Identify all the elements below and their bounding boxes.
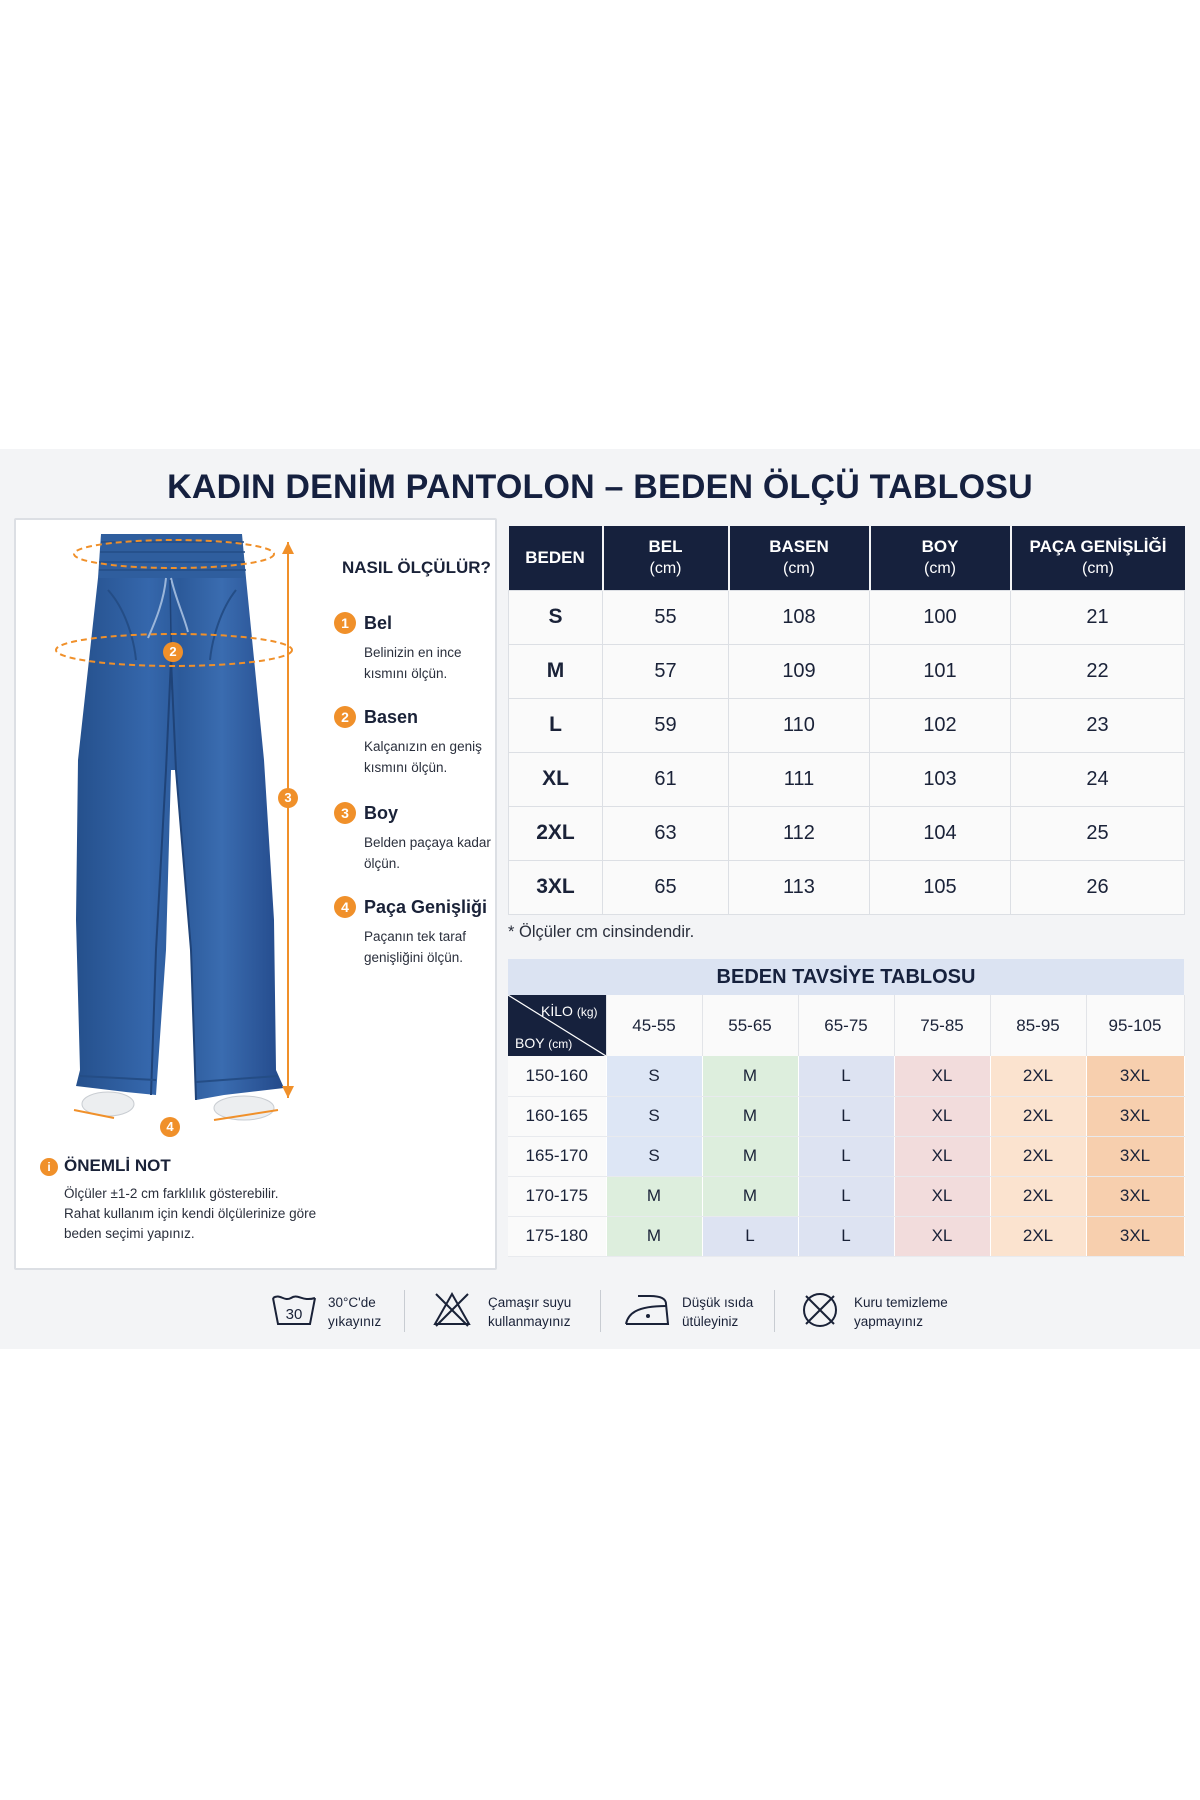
boy-range-cell: 150-160 [508, 1056, 606, 1096]
measurement-cell: 103 [870, 752, 1011, 806]
measurement-cell: 57 [603, 644, 729, 698]
measurement-cell: 100 [870, 590, 1011, 644]
measurement-cell: 105 [870, 860, 1011, 914]
measurement-cell: 113 [729, 860, 870, 914]
info-icon: i [40, 1158, 58, 1176]
divider [600, 1290, 601, 1332]
kilo-range-header: 45-55 [606, 995, 702, 1056]
note-title: ÖNEMLİ NOT [64, 1156, 171, 1175]
no-bleach-icon [432, 1290, 472, 1330]
recommended-size-cell: 2XL [990, 1096, 1086, 1136]
recommended-size-cell: 3XL [1086, 1216, 1184, 1256]
measurement-cell: 104 [870, 806, 1011, 860]
care-text: Kuru temizleme yapmayınız [854, 1295, 948, 1329]
boy-range-cell: 170-175 [508, 1176, 606, 1216]
size-recommendation-table [508, 995, 1185, 1257]
size-label-cell: 3XL [509, 860, 603, 914]
measurement-cell: 63 [603, 806, 729, 860]
kilo-range-header: 65-75 [798, 995, 894, 1056]
note-body [64, 1184, 324, 1244]
recommended-size-cell: L [798, 1176, 894, 1216]
note-line: Rahat kullanım için kendi ölçülerinize göre beden seçimi yapınız. [64, 1206, 317, 1241]
step-title: Basen [364, 707, 419, 727]
table-row [508, 1216, 1184, 1256]
table-row [508, 1056, 1184, 1096]
boy-range-cell: 175-180 [508, 1216, 606, 1256]
page-title: KADIN DENİM PANTOLON – BEDEN ÖLÇÜ TABLOSU [167, 468, 1033, 506]
table-row [509, 590, 1185, 644]
measurement-cell: 61 [603, 752, 729, 806]
measurement-cell: 26 [1011, 860, 1185, 914]
recommended-size-cell: L [798, 1096, 894, 1136]
care-instructions [0, 1280, 1200, 1340]
recommended-size-cell: XL [894, 1096, 990, 1136]
table-row [508, 1136, 1184, 1176]
kilo-range-header: 85-95 [990, 995, 1086, 1056]
table-row [509, 860, 1185, 914]
kilo-label: KİLO (kg) [541, 1003, 598, 1019]
measurement-cell: 59 [603, 698, 729, 752]
recommended-size-cell: L [798, 1216, 894, 1256]
column-header: BASEN (cm) [729, 526, 870, 590]
recommended-size-cell: 3XL [1086, 1176, 1184, 1216]
recommended-size-cell: 2XL [990, 1136, 1086, 1176]
measurement-cell: 111 [729, 752, 870, 806]
boy-label: BOY (cm) [515, 1035, 573, 1051]
table-row [509, 698, 1185, 752]
size-label-cell: M [509, 644, 603, 698]
recommended-size-cell: 3XL [1086, 1056, 1184, 1096]
wash-30-icon [270, 1290, 318, 1330]
recommended-size-cell: M [702, 1136, 798, 1176]
iron-low-icon [624, 1290, 670, 1330]
recommended-size-cell: XL [894, 1056, 990, 1096]
recommended-size-cell: XL [894, 1176, 990, 1216]
size-label-cell: L [509, 698, 603, 752]
recommended-size-cell: M [702, 1176, 798, 1216]
table-row [509, 644, 1185, 698]
boy-range-cell: 160-165 [508, 1096, 606, 1136]
how-to-measure-title: NASIL ÖLÇÜLÜR? [342, 558, 491, 577]
care-text: 30°C'de yıkayınız [328, 1295, 382, 1329]
column-header: BOY (cm) [870, 526, 1011, 590]
divider [404, 1290, 405, 1332]
marker-4: 4 [160, 1117, 180, 1137]
no-dry-clean-icon [800, 1290, 840, 1330]
kilo-range-header: 95-105 [1086, 995, 1184, 1056]
step-title: Boy [364, 803, 399, 823]
measurement-cell: 112 [729, 806, 870, 860]
recommended-size-cell: L [798, 1136, 894, 1176]
marker-3: 3 [278, 788, 298, 808]
step-title: Bel [364, 613, 393, 633]
measurement-cell: 22 [1011, 644, 1185, 698]
table-header-row [508, 995, 1184, 1056]
measurement-cell: 21 [1011, 590, 1185, 644]
step-description: Belinizin en ince kısmını ölçün. [364, 645, 462, 681]
measurement-cell: 23 [1011, 698, 1185, 752]
table-row [508, 1096, 1184, 1136]
marker-2: 2 [163, 642, 183, 662]
recommended-size-cell: 2XL [990, 1176, 1086, 1216]
recommended-size-cell: M [606, 1176, 702, 1216]
svg-text:30: 30 [285, 1306, 303, 1323]
recommended-size-cell: XL [894, 1136, 990, 1176]
recommended-size-cell: 3XL [1086, 1136, 1184, 1176]
recommended-size-cell: XL [894, 1216, 990, 1256]
recommended-size-cell: M [702, 1096, 798, 1136]
recommended-size-cell: M [606, 1216, 702, 1256]
column-header: BEL (cm) [603, 526, 729, 590]
measurement-cell: 108 [729, 590, 870, 644]
table-row [509, 806, 1185, 860]
step-description: Belden paçaya kadar ölçün. [364, 835, 491, 871]
recommended-size-cell: 3XL [1086, 1096, 1184, 1136]
column-header: BEDEN [509, 526, 603, 590]
measurement-cell: 102 [870, 698, 1011, 752]
step-description: Kalçanızın en geniş kısmını ölçün. [364, 739, 482, 775]
care-text: Düşük ısıda ütüleyiniz [682, 1295, 754, 1329]
recommended-size-cell: 2XL [990, 1056, 1086, 1096]
boy-range-cell: 165-170 [508, 1136, 606, 1176]
recommended-size-cell: L [702, 1216, 798, 1256]
size-label-cell: 2XL [509, 806, 603, 860]
recommended-size-cell: S [606, 1096, 702, 1136]
measurement-cell: 101 [870, 644, 1011, 698]
measurement-guide-panel [14, 518, 497, 1270]
table-row [508, 1176, 1184, 1216]
table-footnote: * Ölçüler cm cinsindendir. [508, 923, 695, 941]
recommendation-title: BEDEN TAVSİYE TABLOSU [508, 959, 1184, 995]
corner-cell [508, 995, 606, 1056]
recommended-size-cell: M [702, 1056, 798, 1096]
divider [774, 1290, 775, 1332]
table-header-row [509, 526, 1185, 590]
note-line: Ölçüler ±1-2 cm farklılık gösterebilir. [64, 1186, 279, 1201]
kilo-range-header: 55-65 [702, 995, 798, 1056]
recommended-size-cell: S [606, 1056, 702, 1096]
table-row [509, 752, 1185, 806]
measurement-cell: 110 [729, 698, 870, 752]
measurement-cell: 65 [603, 860, 729, 914]
recommended-size-cell: 2XL [990, 1216, 1086, 1256]
measurement-cell: 25 [1011, 806, 1185, 860]
size-label-cell: S [509, 590, 603, 644]
size-measurement-table [508, 526, 1185, 915]
recommended-size-cell: S [606, 1136, 702, 1176]
size-label-cell: XL [509, 752, 603, 806]
measurement-cell: 109 [729, 644, 870, 698]
measurement-cell: 55 [603, 590, 729, 644]
step-number: 2 [334, 706, 356, 728]
recommended-size-cell: L [798, 1056, 894, 1096]
step-title: Paça Genişliği [364, 897, 488, 917]
step-number: 1 [334, 612, 356, 634]
step-number: 3 [334, 802, 356, 824]
measurement-cell: 24 [1011, 752, 1185, 806]
care-text: Çamaşır suyu kullanmayınız [488, 1295, 572, 1329]
column-header: PAÇA GENİŞLİĞİ (cm) [1011, 526, 1185, 590]
step-number: 4 [334, 896, 356, 918]
step-description: Paçanın tek taraf genişliğini ölçün. [364, 929, 467, 965]
kilo-range-header: 75-85 [894, 995, 990, 1056]
